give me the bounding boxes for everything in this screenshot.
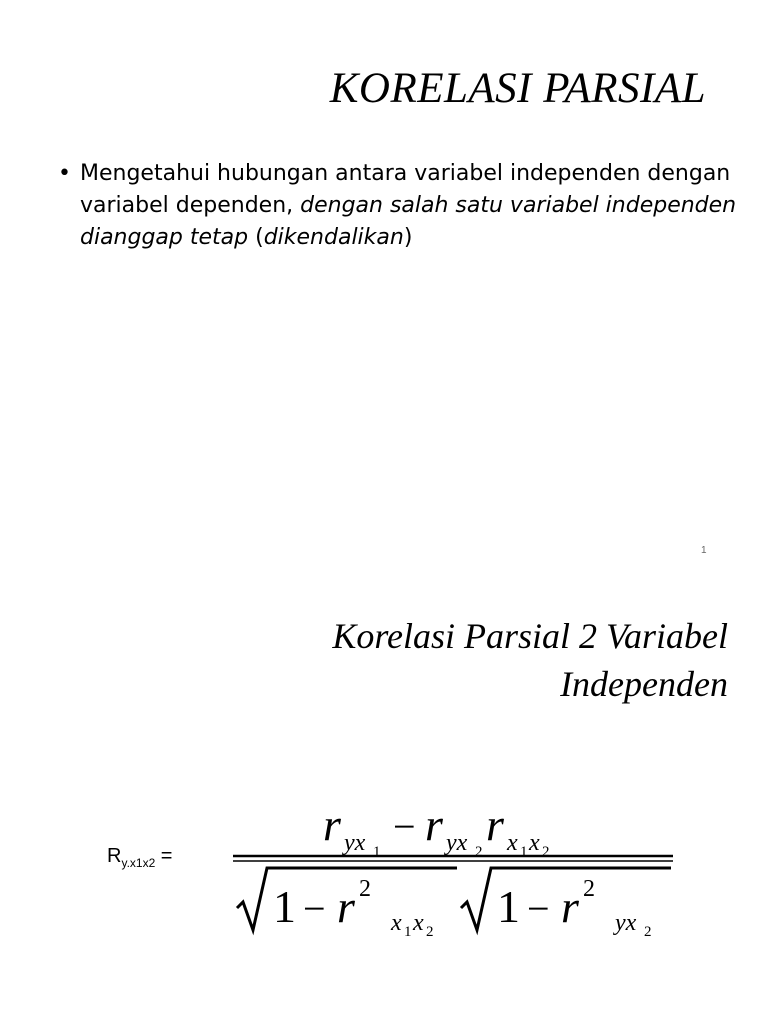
partial-correlation-formula: [225, 790, 685, 950]
num-r3: r: [486, 799, 504, 850]
bullet-text-italic: dengan salah satu variabel independen dianggap tetap: [80, 193, 737, 250]
den1-sub-2: 2: [426, 924, 434, 940]
slide-title-2: [332, 612, 728, 708]
den1-r: r: [337, 881, 355, 932]
num-sub-x2: x: [529, 830, 540, 856]
formula-svg: [225, 790, 685, 950]
formula-label-main: R: [107, 845, 122, 867]
num-sub-1b: 1: [520, 844, 528, 860]
den1-exp: 2: [359, 876, 371, 902]
bullet-paren-open: (: [255, 225, 264, 250]
formula-label-eq: =: [155, 845, 173, 867]
num-sub-2b: 2: [542, 844, 550, 860]
slide-title-2-line2: Independen: [560, 664, 728, 704]
bullet-paren-close: ): [403, 225, 413, 250]
bullet-text: [80, 158, 738, 254]
bullet-text-plain: Mengetahui hubungan antara variabel independen dengan variabel dependen,: [80, 161, 731, 218]
den2-sub-2: 2: [644, 924, 652, 940]
num-sub-yx2: yx: [446, 830, 468, 856]
num-minus: −: [393, 804, 416, 849]
num-r1: r: [323, 799, 341, 850]
num-r2: r: [425, 799, 443, 850]
den1-one: 1: [273, 881, 296, 932]
num-sub-2a: 2: [475, 844, 483, 860]
bullet-text-italic-2: dikendalikan: [263, 225, 404, 250]
slide-title-2-line1: Korelasi Parsial 2 Variabel: [332, 616, 728, 656]
den2-sub-yx: yx: [615, 910, 637, 936]
formula-label-sub: y.x1x2: [121, 856, 156, 870]
num-sub-x1: x: [507, 830, 518, 856]
den1-sub-1: 1: [404, 924, 412, 940]
bullet-icon: •: [58, 161, 71, 186]
num-sub-yx1: yx: [344, 830, 366, 856]
den2-minus: −: [527, 886, 550, 931]
den1-minus: −: [303, 886, 326, 931]
den1-sub-x2: x: [413, 910, 424, 936]
slide-title: KORELASI PARSIAL: [329, 65, 706, 112]
den2-one: 1: [497, 881, 520, 932]
page-number: 1: [701, 545, 707, 556]
num-sub-1a: 1: [373, 844, 381, 860]
den2-exp: 2: [583, 876, 595, 902]
den2-r: r: [561, 881, 579, 932]
formula-label: [107, 845, 173, 870]
den1-sub-x1: x: [391, 910, 402, 936]
bullet-point: [58, 158, 738, 254]
formula-numerator: [323, 799, 550, 860]
